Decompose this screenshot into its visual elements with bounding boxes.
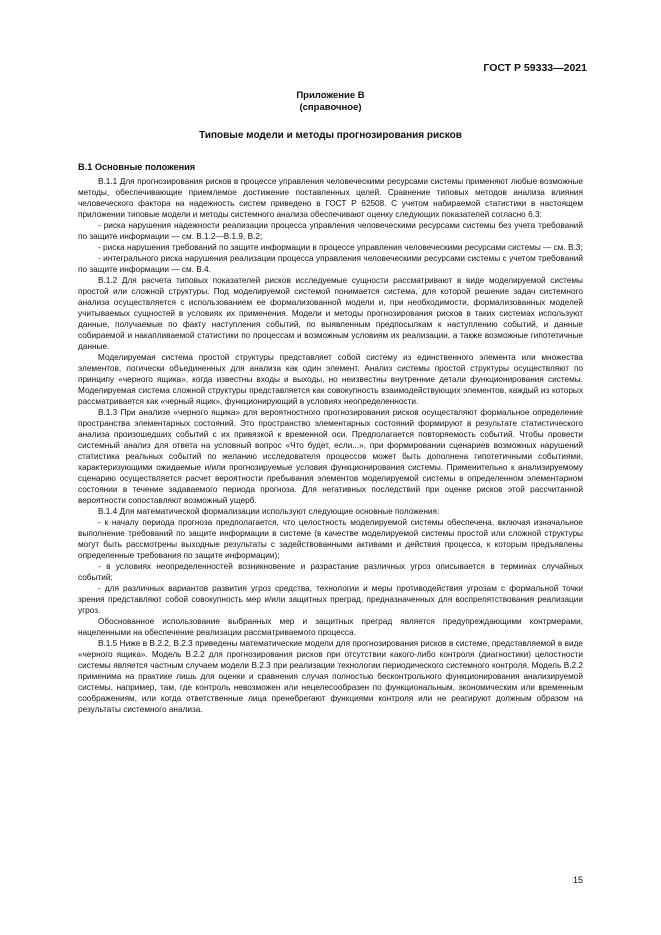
body-text	[78, 176, 583, 715]
paragraph: Моделируемая система простой структуры представляет собой систему из единственного элемента или множества элементов, логически объединенных для анализа как один элемент. Анализ системы простой структуры осуществляют по принципу «черного ящика», когда известны входы и выходы, но неизвестны внутренние детали функционирования системы. Моделируемая система сложной структуры представляется как совокупность взаимодействующих элементов, каждый из которых рассматривается как «черный ящик», функционирующий в условиях неопределенности.	[78, 353, 583, 406]
paragraph: - для различных вариантов развития угроз средства, технологии и меры противодействия угрозам с формальной точки зрения представляют собой совокупность мер и/или защитных преград, предназначенных для воспрепятствования реализации угроз.	[78, 584, 583, 615]
paragraph: Обоснованное использование выбранных мер и защитных преград является предупреждающими контрмерами, нацеленными на обеспечение реализации рассматриваемого процесса.	[78, 617, 583, 637]
paragraph: В.1.4 Для математической формализации используют следующие основные положения:	[98, 507, 440, 516]
appendix-title: Типовые модели и методы прогнозирования рисков	[199, 130, 462, 141]
paragraph: - к началу периода прогноза предполагается, что целостность моделируемой системы обеспечена, включая изначальное выполнение требований по защите информации в системе (в качестве моделируемой системы простой или сложной структуры могут быть рассмотрены выходные результаты с задействованными активами и действия процесса, к которым предъявлены определенные требования по защите информации);	[78, 518, 583, 560]
paragraph: В.1.3 При анализе «черного ящика» для вероятностного прогнозирования рисков осуществляют формальное определение пространства элементарных состояний. Это пространство элементарных состояний формируют в результате статистического анализа произошедших событий с их привязкой к временной оси. Предполагается повторяемость событий. Чтобы провести системный анализ для ответа на условный вопрос «Что будет, если...», при формировании сценариев возможных нарушений статистика реальных событий по желанию исследователя процессов может быть дополнена гипотетичными событиями, характеризующими ожидаемые и/или прогнозируемые условия функционирования системы. Применительно к анализируемому сценарию осуществляется расчет вероятности пребывания элементов моделируемой системы в определенном элементарном состоянии в течение задаваемого периода прогноза. Для негативных последствий при оценке рисков этой рассчитанной вероятности сопоставляют возможный ущерб.	[78, 408, 583, 505]
paragraph: - интегрального риска нарушения реализации процесса управления человеческими ресурсами системы с учетом требований по защите информации — см. В.4.	[78, 254, 583, 274]
appendix-caption	[0, 90, 661, 114]
paragraph: - риска нарушения требований по защите информации в процессе управления человеческими ресурсами системы — см. В.3;	[98, 243, 583, 252]
paragraph: - риска нарушения надежности реализации процесса управления человеческими ресурсами системы без учета требований по защите информации — см. В.1.2—В.1.9, В.2;	[78, 221, 583, 241]
paragraph: В.1.2 Для расчета типовых показателей рисков исследуемые сущности рассматривают в виде моделируемой системы простой или сложной структуры. Под моделируемой системой понимается система, для которой решение задач системного анализа осуществляется с использованием ее формализованной модели и, при необходимости, формализованных моделей учитываемых сущностей в условиях их применения. Модели и методы прогнозирования рисков в таких системах используют данные, получаемые по факту наступления событий, по выявленным предпосылкам к наступлению событий, и данные собираемой и накапливаемой статистики по процессам и возможным условиям их реализации, а также возможные гипотетичные данные.	[78, 276, 583, 351]
section-heading: В.1 Основные положения	[78, 162, 196, 172]
document-header: ГОСТ Р 59333—2021	[483, 62, 587, 74]
page-number: 15	[572, 875, 583, 885]
paragraph: В.1.1 Для прогнозирования рисков в процессе управления человеческими ресурсами системы применяют любые возможные методы, обеспечивающие приемлемое достижение поставленных целей. Сравнение типовых методов анализа влияния человеческого фактора на надежность систем приведено в ГОСТ Р 62508. С учетом набираемой статистики в настоящем приложении типовые модели и методы системного анализа обеспечивают оценку следующих показателей согласно 6.3:	[78, 177, 583, 219]
paragraph: В.1.5 Ниже в В.2.2, В.2.3 приведены математические модели для прогнозирования рисков в системе, представляемой в виде «черного ящика». Модель В.2.2 для прогнозирования рисков при отсутствии какого-либо контроля (диагностики) целостности системы является частным случаем модели В.2.3 при реализации технологии периодического системного контроля. Модель В.2.2 применима на практике лишь для оценки и сравнения случая полностью бесконтрольного функционирования анализируемой системы, например, там, где контроль невозможен или нецелесообразен по функциональным, экономическим или временным соображениям, или когда ответственные лица пренебрегают функциями контроля или не реагируют должным образом на результаты системного анализа.	[78, 639, 583, 714]
appendix-type: (справочное)	[299, 102, 362, 113]
paragraph: - в условиях неопределенностей возникновение и разрастание различных угроз описывается в терминах случайных событий;	[78, 562, 583, 582]
appendix-name: Приложение В	[296, 90, 365, 101]
